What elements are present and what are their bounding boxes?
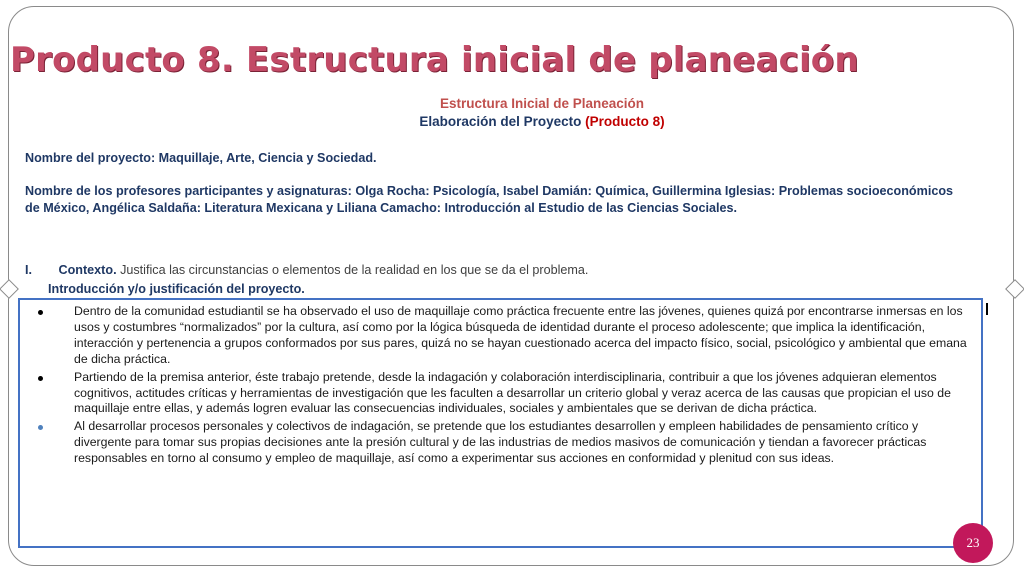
section-description: Justifica las circunstancias o elementos de la realidad en los que se da el problema. — [120, 263, 589, 277]
doc-header-title: Estructura Inicial de Planeación — [439, 96, 645, 111]
list-item — [28, 419, 968, 467]
doc-header-paren: (Producto 8) — [585, 114, 665, 129]
bullet-dot-icon — [38, 310, 43, 315]
section-subtitle: Introducción y/o justificación del proyecto. — [48, 282, 305, 296]
list-item — [28, 370, 968, 418]
bullet-dot-icon — [38, 425, 43, 430]
doc-header-subtitle — [30, 114, 1024, 129]
section-number: I. — [25, 263, 32, 277]
doc-header-main: Elaboración del Proyecto — [419, 114, 582, 129]
justification-list — [28, 304, 968, 469]
list-item-text: Partiendo de la premisa anterior, éste trabajo pretende, desde la indagación y colaboración interdisciplinaria, contribuir a que los jóvenes adquieran elementos cognitivos, actitudes críticas y herramientas de investigación que les faculten a desarrollar un criterio global y veraz acerca de las causas que propician el uso de maquillaje entre ellas, y además logren evaluar las consecuencias individuales, sociales y ambientales que se derivan de dicha práctica. — [74, 369, 951, 416]
teachers-list: Nombre de los profesores participantes y asignaturas: Olga Rocha: Psicología, Isabel Damián: Química, Guillermina Iglesias: Problemas socioeconómicos de México, Angélica Saldaña: Literatura Mexicana y Liliana Camacho: Introducción al Estudio de las Ciencias Sociales. — [25, 184, 954, 215]
page-number-badge: 23 — [953, 523, 993, 563]
section-keyword: Contexto. — [58, 263, 117, 277]
box-edge-mark — [986, 303, 988, 315]
section-heading — [25, 262, 588, 279]
list-item-text: Al desarrollar procesos personales y colectivos de indagación, se pretende que los estudiantes desarrollen y empleen habilidades de pensamiento crítico y divergente para tomar sus propias decisiones ante la presión cultural y de las industrias de medios masivos de comunicación y tiendan a favorecer prácticas responsables en torno al consumo y empleo de maquillaje, así como a experimentar sus acciones en conformidad y plenitud con sus ideas. — [74, 419, 927, 466]
bullet-dot-icon — [38, 376, 43, 381]
slide-title: Producto 8. Estructura inicial de planeación — [10, 40, 859, 80]
project-name: Nombre del proyecto: Maquillaje, Arte, Ciencia y Sociedad. — [25, 151, 377, 165]
list-item — [28, 304, 968, 368]
list-item-text: Dentro de la comunidad estudiantil se ha observado el uso de maquillaje como práctica frecuente entre las jóvenes, quienes quizá por encontrarse inmersas en los usos y costumbres “normalizados” por la cultura, así como por la lógica búsqueda de identidad durante el proceso adolescente; que implica la identificación, interacción y pertenencia a grupos conformados por sus pares, quizá no se hayan cuestionado acerca del impacto físico, social, psicológico y ambiental que emana de dicha práctica. — [74, 304, 967, 366]
